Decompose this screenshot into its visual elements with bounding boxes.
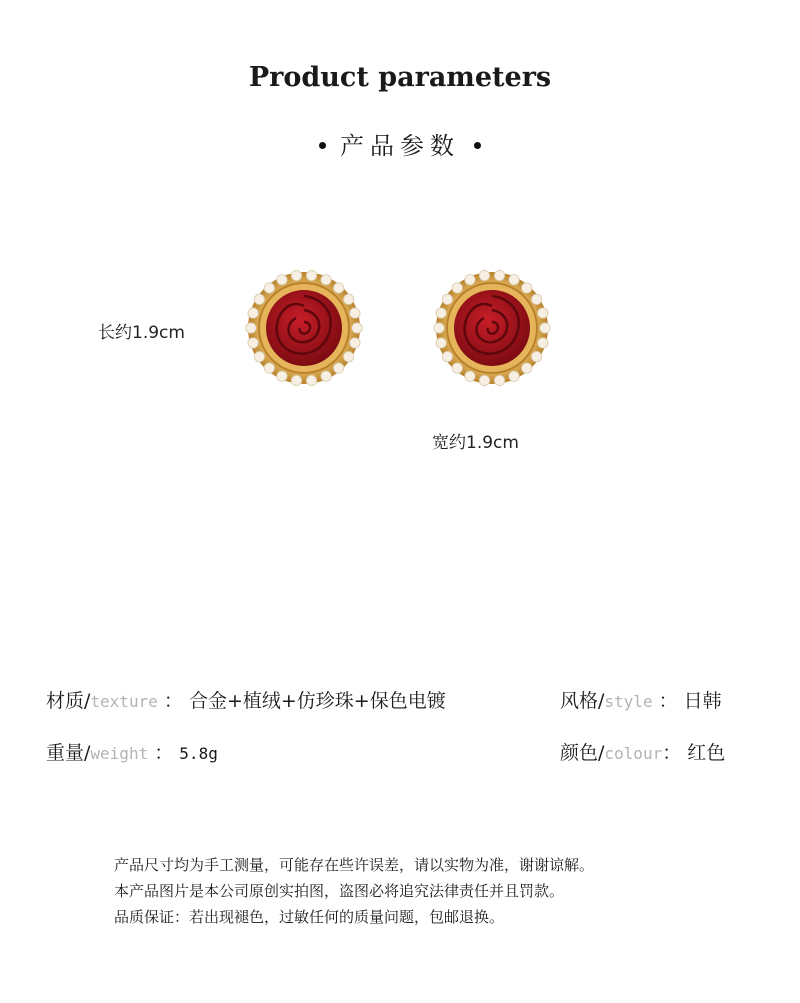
pearl	[306, 270, 316, 280]
pearl	[465, 275, 475, 285]
material-label-en: texture	[90, 692, 158, 711]
pearl	[465, 371, 475, 381]
style-value: 日韩	[683, 690, 722, 712]
weight-row	[46, 738, 218, 765]
width-label: 宽约1.9cm	[432, 433, 519, 453]
pearl	[254, 351, 264, 361]
pearl	[334, 363, 344, 373]
pearl	[442, 351, 452, 361]
note-line: 品质保证：若出现褪色，过敏任何的质量问题，包邮退换。	[114, 908, 505, 926]
pearl	[350, 338, 360, 348]
pearl	[522, 283, 532, 293]
bullet-dot-left	[319, 142, 326, 149]
subtitle-text: 产品参数	[340, 132, 460, 160]
pearl	[248, 338, 258, 348]
color-row	[560, 738, 725, 765]
notes-block	[114, 852, 594, 930]
pearl	[494, 270, 504, 280]
pearl	[538, 338, 548, 348]
pearl	[352, 323, 362, 333]
pearl	[277, 371, 287, 381]
pearl	[264, 283, 274, 293]
pearl	[509, 371, 519, 381]
pearl	[540, 323, 550, 333]
style-sep: ：	[652, 690, 678, 712]
length-label: 长约1.9cm	[98, 323, 185, 343]
material-sep: ：	[157, 690, 183, 712]
page-subtitle	[0, 126, 800, 161]
weight-label-en: weight	[90, 744, 149, 763]
pearl	[248, 308, 258, 318]
pearl	[246, 323, 256, 333]
color-label-en: colour	[604, 744, 663, 763]
pearl	[334, 283, 344, 293]
pearl	[321, 371, 331, 381]
weight-sep: ：	[148, 742, 174, 764]
pearl	[291, 375, 301, 385]
color-value: 红色	[687, 742, 726, 764]
weight-value: 5.8g	[179, 744, 218, 763]
pearl	[291, 270, 301, 280]
pearl	[452, 363, 462, 373]
pearl	[538, 308, 548, 318]
earring-right-image	[430, 266, 554, 390]
style-label: 风格/	[560, 690, 605, 712]
pearl	[509, 275, 519, 285]
pearl	[436, 338, 446, 348]
pearl	[306, 375, 316, 385]
pearl	[452, 283, 462, 293]
pearl	[494, 375, 504, 385]
pearl	[343, 294, 353, 304]
pearl	[531, 294, 541, 304]
pearl	[434, 323, 444, 333]
material-value: 合金+植绒+仿珍珠+保色电镀	[188, 690, 446, 712]
bullet-dot-right	[474, 142, 481, 149]
pearl	[479, 270, 489, 280]
note-line: 本产品图片是本公司原创实拍图，盗图必将追究法律责任并且罚款。	[114, 882, 565, 900]
pearl	[522, 363, 532, 373]
material-row	[46, 686, 446, 713]
pearl	[531, 351, 541, 361]
pearl	[350, 308, 360, 318]
pearl	[321, 275, 331, 285]
earring-left-image	[242, 266, 366, 390]
style-label-en: style	[604, 692, 653, 711]
pearl	[442, 294, 452, 304]
pearl	[254, 294, 264, 304]
pearl	[343, 351, 353, 361]
material-label: 材质/	[46, 690, 91, 712]
color-sep: ：	[662, 742, 682, 764]
color-label: 颜色/	[560, 742, 605, 764]
style-row	[560, 686, 722, 713]
pearl	[436, 308, 446, 318]
pearl	[479, 375, 489, 385]
weight-label: 重量/	[46, 742, 91, 764]
note-line: 产品尺寸均为手工测量，可能存在些许误差，请以实物为准，谢谢谅解。	[114, 856, 595, 874]
page-title: Product parameters	[248, 62, 552, 93]
pearl	[264, 363, 274, 373]
pearl	[277, 275, 287, 285]
